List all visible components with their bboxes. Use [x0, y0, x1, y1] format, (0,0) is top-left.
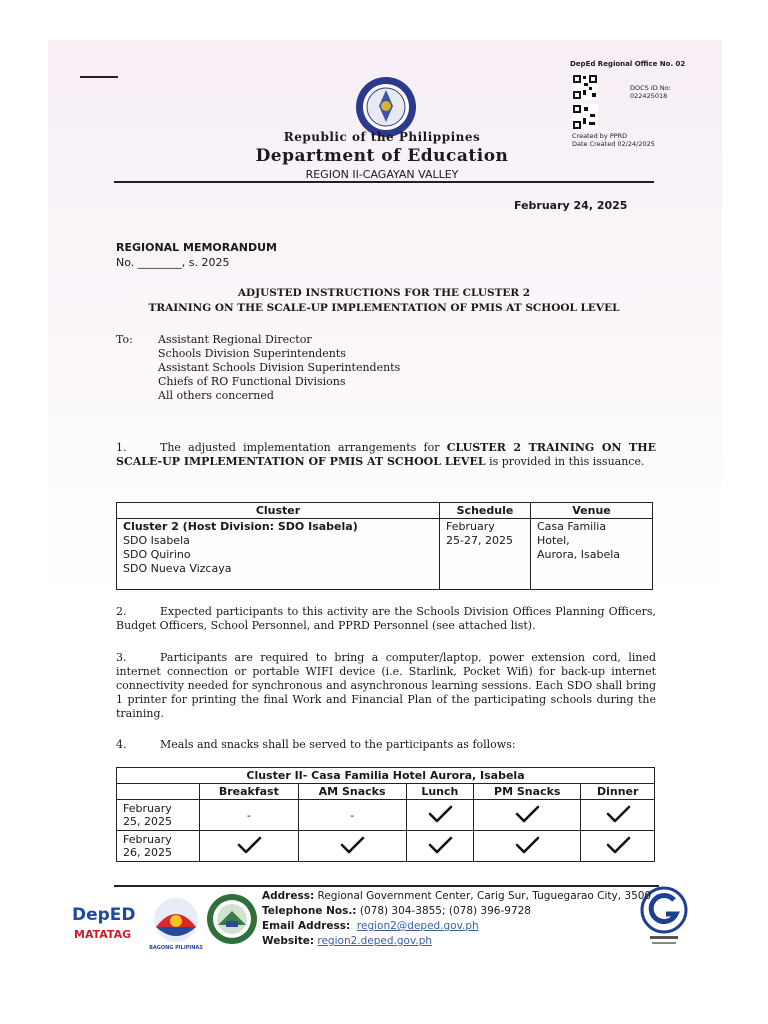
docs-office: DepEd Regional Office No. 02 — [570, 60, 686, 68]
table-header: AM Snacks — [298, 784, 406, 800]
paragraph-4-text: Meals and snacks shall be served to the participants as follows: — [160, 738, 516, 751]
paragraph-3 — [116, 651, 656, 721]
meal-date — [117, 831, 200, 862]
checkmark-icon — [339, 835, 365, 855]
address-label: Address: — [262, 890, 315, 902]
division: SDO Quirino — [123, 548, 191, 561]
paragraph-number: 2. — [116, 605, 127, 618]
meal-cell — [406, 831, 474, 862]
paragraph-1 — [116, 441, 656, 469]
paragraph-number: 1. — [116, 441, 127, 454]
recipient-list — [158, 333, 400, 403]
meal-date-line: February — [123, 833, 172, 846]
email-link[interactable]: region2@deped.gov.ph — [356, 920, 479, 932]
meal-date-line: 25, 2025 — [123, 815, 172, 828]
memo-date: February 24, 2025 — [514, 199, 628, 212]
cluster-cell — [117, 519, 440, 590]
schedule-cell — [440, 519, 531, 590]
recipient: Assistant Schools Division Superintendents — [158, 361, 401, 374]
meal-cell — [298, 831, 406, 862]
regional-office-seal-icon — [206, 893, 258, 945]
header-divider — [114, 181, 654, 183]
cluster-title: Cluster 2 (Host Division: SDO Isabela) — [123, 520, 358, 533]
paragraph-number: 3. — [116, 651, 127, 664]
created-by: Created by PPRD — [572, 132, 628, 140]
telephone-label: Telephone Nos.: — [262, 905, 357, 917]
recipient: Chiefs of RO Functional Divisions — [158, 375, 346, 388]
table-header: Cluster — [117, 503, 440, 519]
meal-cell — [200, 831, 299, 862]
docs-id-value: 022425018 — [630, 92, 668, 100]
meal-date — [117, 800, 200, 831]
recipient: All others concerned — [158, 389, 274, 402]
paragraph-1-post: is provided in this issuance. — [485, 455, 645, 468]
table-header: Breakfast — [200, 784, 299, 800]
checkmark-icon — [514, 835, 540, 855]
memo-type: REGIONAL MEMORANDUM — [116, 241, 277, 254]
recipient: Assistant Regional Director — [158, 333, 312, 346]
memo-number: No. ________, s. 2025 — [116, 256, 230, 269]
table-row — [117, 831, 655, 862]
email-line — [262, 919, 651, 934]
table-header: PM Snacks — [474, 784, 581, 800]
meal-cell — [581, 831, 655, 862]
venue-cell — [531, 519, 653, 590]
docs-id — [630, 84, 700, 100]
docs-id-label: DOCS ID No: — [630, 84, 671, 92]
venue-line: Aurora, Isabela — [537, 548, 621, 561]
meal-cell — [298, 800, 406, 831]
website-link[interactable]: region2.deped.gov.ph — [317, 935, 433, 947]
checkmark-icon — [427, 804, 453, 824]
checkmark-icon — [605, 835, 631, 855]
venue-line: Casa Familia — [537, 520, 607, 533]
paragraph-2 — [116, 605, 656, 633]
website-line — [262, 934, 651, 949]
meals-table-title: Cluster II- Casa Familia Hotel Aurora, Isabela — [117, 768, 655, 784]
region-text: REGION II-CAGAYAN VALLEY — [305, 168, 459, 181]
footer-divider — [114, 885, 659, 887]
division: SDO Isabela — [123, 534, 190, 547]
paragraph-3-text: Participants are required to bring a computer/laptop, power extension cord, lined internet connection or portable WIFI device (i.e. Starlink, Pocket Wifi) for back-up internet connectivity needed for synchronous and asynchronous learning sessions. Each SDO shall bring 1 printer for printing the final Work and Financial Plan of the participating schools during the training. — [116, 651, 656, 720]
table-header — [117, 784, 200, 800]
subject-line-1: ADJUSTED INSTRUCTIONS FOR THE CLUSTER 2 — [237, 287, 531, 299]
not-served-mark: - — [246, 808, 251, 822]
table-header: Venue — [531, 503, 653, 519]
meal-cell — [406, 800, 474, 831]
checkmark-icon — [605, 804, 631, 824]
subject-line-2: TRAINING ON THE SCALE-UP IMPLEMENTATION OF PMIS AT SCHOOL LEVEL — [148, 302, 620, 314]
recipient: Schools Division Superintendents — [158, 347, 346, 360]
department-title: Department of Education — [255, 146, 509, 166]
checkmark-icon — [514, 804, 540, 824]
table-header: Dinner — [581, 784, 655, 800]
deped-seal-icon — [355, 76, 417, 138]
qr-code-icon — [572, 74, 598, 100]
letterhead — [200, 130, 564, 181]
bagong-pilipinas-logo-icon — [148, 895, 204, 951]
meal-cell — [200, 800, 299, 831]
paragraph-2-text: Expected participants to this activity are the Schools Division Offices Planning Officers, Budget Officers, School Personnel, and PPRD Personnel (see attached list). — [116, 605, 656, 632]
to-label: To: — [116, 333, 133, 346]
paragraph-4 — [116, 738, 656, 752]
cluster-table — [116, 502, 653, 590]
meals-table — [116, 767, 655, 862]
telephone-line — [262, 904, 651, 919]
schedule-line: February — [446, 520, 495, 533]
stray-mark — [80, 76, 118, 78]
date-created: Date Created 02/24/2025 — [572, 140, 655, 148]
table-row — [117, 800, 655, 831]
checkmark-icon — [427, 835, 453, 855]
table-header: Schedule — [440, 503, 531, 519]
paragraph-1-bold: CLUSTER 2 TRAINING ON THE SCALE-UP IMPLEMENTATION OF PMIS AT SCHOOL LEVEL — [116, 441, 656, 468]
venue-line: Hotel, — [537, 534, 570, 547]
paragraph-number: 4. — [116, 738, 127, 751]
division: SDO Nueva Vizcaya — [123, 562, 232, 575]
meal-cell — [474, 800, 581, 831]
table-row — [117, 519, 653, 590]
website-label: Website: — [262, 935, 315, 947]
logo-matatag-text: MATATAG — [74, 928, 132, 941]
docs-created — [572, 132, 702, 148]
table-header: Lunch — [406, 784, 474, 800]
memo-subject — [114, 286, 654, 316]
telephone-value: (078) 304-3855; (078) 396-9728 — [359, 905, 531, 917]
address-line — [262, 889, 651, 904]
logo-bagong-text: BAGONG PILIPINAS — [149, 945, 203, 951]
email-label: Email Address: — [262, 920, 351, 932]
meal-date-line: 26, 2025 — [123, 846, 172, 859]
logo-deped-text: DepED — [72, 905, 136, 925]
docs-stamp — [570, 60, 700, 152]
not-served-mark: - — [350, 808, 355, 822]
paragraph-1-pre: The adjusted implementation arrangements for — [160, 441, 447, 454]
address-value: Regional Government Center, Carig Sur, Tuguegarao City, 3500 — [317, 890, 652, 902]
meal-cell — [474, 831, 581, 862]
schedule-line: 25-27, 2025 — [446, 534, 513, 547]
meal-date-line: February — [123, 802, 172, 815]
republic-text: Republic of the Philippines — [283, 130, 481, 144]
contact-info — [262, 889, 651, 949]
meal-cell — [581, 800, 655, 831]
qr-code-icon — [572, 104, 598, 130]
checkmark-icon — [236, 835, 262, 855]
deped-matatag-logo-icon — [70, 900, 136, 946]
